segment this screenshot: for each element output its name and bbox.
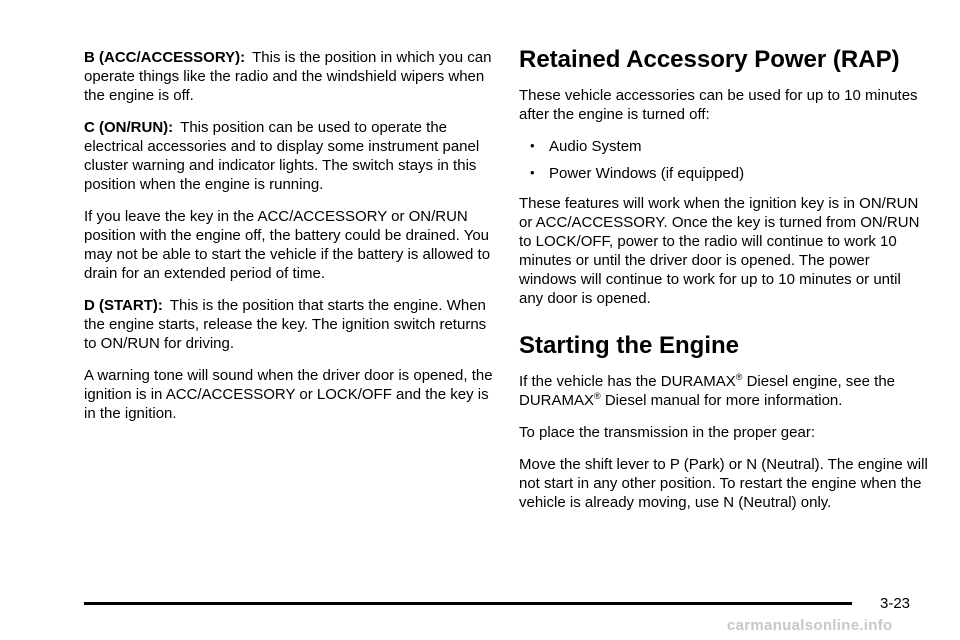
registered-mark: ® xyxy=(735,372,743,382)
acc-paragraph xyxy=(84,48,494,105)
acc-text: This is the position in which you can operate things like the radio and the windshield wipers when the engine is off. xyxy=(84,49,492,104)
diesel-paragraph xyxy=(519,372,929,410)
bullet-icon: • xyxy=(530,165,535,180)
rap-body: These features will work when the ignition key is in ON/RUN or ACC/ACCESSORY. Once the key is turned from ON/RUN to LOCK/OFF, power to the radio will continue to work 10 minutes or until the driver door is opened. The power windows will continue to work for up to 10 minutes or until any door is opened. xyxy=(519,195,920,307)
rap-list xyxy=(519,137,929,183)
shift-paragraph: Move the shift lever to P (Park) or N (Neutral). The engine will not start in any other position. To restart the engine when the vehicle is already moving, use N (Neutral) only. xyxy=(519,456,928,511)
diesel-text-3: Diesel manual for more information. xyxy=(600,392,843,409)
start-paragraph xyxy=(84,296,494,353)
starting-heading: Starting the Engine xyxy=(519,332,740,359)
rap-intro: These vehicle accessories can be used for up to 10 minutes after the engine is turned off: xyxy=(519,87,918,123)
on-run-term: C (ON/RUN): xyxy=(84,119,174,136)
footer-rule xyxy=(84,602,852,605)
list-item-label: Audio System xyxy=(549,138,642,155)
transmission-paragraph: To place the transmission in the proper gear: xyxy=(519,424,815,441)
page-number: 3-23 xyxy=(880,595,911,612)
diesel-text-1: If the vehicle has the DURAMAX xyxy=(519,373,736,390)
start-term: D (START): xyxy=(84,297,163,314)
watermark: carmanualsonline.info xyxy=(727,617,893,634)
right-column xyxy=(519,46,929,525)
rap-heading: Retained Accessory Power (RAP) xyxy=(519,46,900,73)
list-item xyxy=(519,137,929,156)
list-item-label: Power Windows (if equipped) xyxy=(549,165,745,182)
on-run-paragraph xyxy=(84,118,494,194)
left-column xyxy=(84,48,494,436)
list-item xyxy=(519,164,929,183)
acc-term: B (ACC/ACCESSORY): xyxy=(84,49,246,66)
warning-tone-paragraph: A warning tone will sound when the driver door is opened, the ignition is in ACC/ACCESSORY or LOCK/OFF and the key is in the ignition. xyxy=(84,367,493,422)
leave-key-paragraph: If you leave the key in the ACC/ACCESSORY or ON/RUN position with the engine off, the battery could be drained. You may not be able to start the vehicle if the battery is allowed to drain for an extended period of time. xyxy=(84,208,491,282)
diesel-text-2: Diesel engine, see the DURAMAX xyxy=(519,373,896,409)
bullet-icon: • xyxy=(530,138,535,153)
registered-mark: ® xyxy=(594,391,601,401)
start-text: This is the position that starts the engine. When the engine starts, release the key. The ignition switch returns to ON/RUN for driving. xyxy=(84,297,487,352)
on-run-text: This position can be used to operate the electrical accessories and to display some instrument panel cluster warning and indicator lights. The switch stays in this position when the engine is running. xyxy=(84,119,480,193)
